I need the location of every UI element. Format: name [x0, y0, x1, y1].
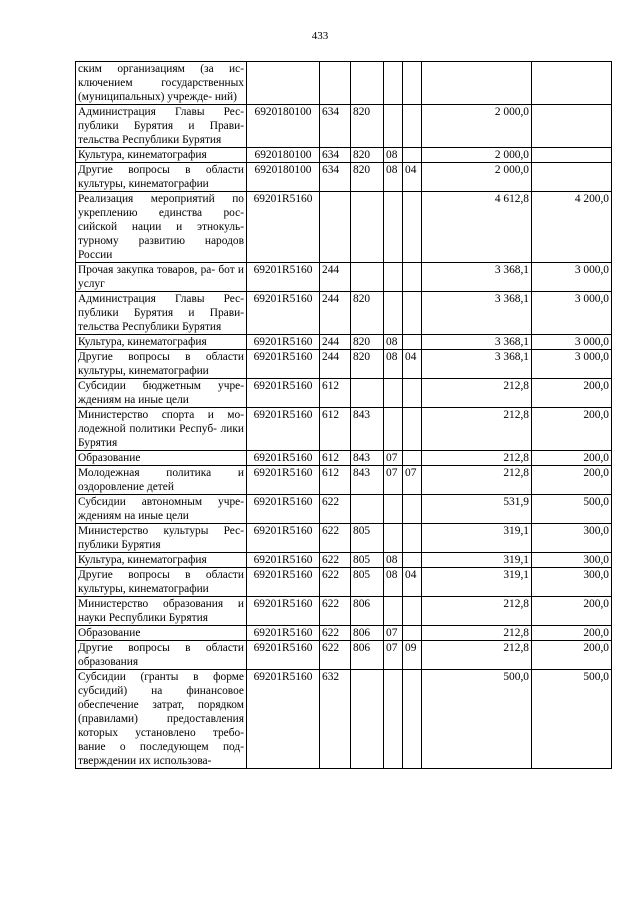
table-row [76, 670, 612, 769]
amount-2-cell: 300,0 [532, 568, 612, 597]
expense-type-cell: 244 [320, 350, 351, 379]
expense-type-cell: 634 [320, 148, 351, 163]
section-cell [384, 105, 403, 148]
target-article-cell: 6920180100 [247, 163, 320, 192]
target-article-cell: 69201R5160 [247, 670, 320, 769]
amount-1-cell: 212,8 [422, 466, 532, 495]
subsection-cell [403, 292, 422, 335]
table-row [76, 292, 612, 335]
section-cell: 08 [384, 568, 403, 597]
subsection-cell [403, 451, 422, 466]
administrator-code-cell: 820 [351, 148, 384, 163]
target-article-cell: 69201R5160 [247, 466, 320, 495]
amount-2-cell: 200,0 [532, 641, 612, 670]
section-cell [384, 263, 403, 292]
subsection-cell [403, 670, 422, 769]
subsection-cell [403, 408, 422, 451]
section-cell: 08 [384, 148, 403, 163]
expense-type-cell [320, 192, 351, 263]
row-name-cell: ским организациям (за ис- ключением государственных (муниципальных) учрежде- ний) [76, 62, 247, 105]
table-row [76, 641, 612, 670]
subsection-cell [403, 105, 422, 148]
section-cell [384, 62, 403, 105]
amount-2-cell: 3 000,0 [532, 263, 612, 292]
amount-1-cell: 319,1 [422, 524, 532, 553]
amount-2-cell: 4 200,0 [532, 192, 612, 263]
target-article-cell: 69201R5160 [247, 597, 320, 626]
amount-1-cell: 319,1 [422, 553, 532, 568]
page-number: 433 [311, 30, 329, 42]
amount-1-cell: 2 000,0 [422, 105, 532, 148]
target-article-cell: 69201R5160 [247, 335, 320, 350]
target-article-cell: 69201R5160 [247, 263, 320, 292]
expense-type-cell: 622 [320, 524, 351, 553]
amount-2-cell: 500,0 [532, 495, 612, 524]
section-cell [384, 292, 403, 335]
amount-1-cell: 531,9 [422, 495, 532, 524]
expense-type-cell: 622 [320, 568, 351, 597]
amount-1-cell: 212,8 [422, 451, 532, 466]
section-cell [384, 597, 403, 626]
target-article-cell: 69201R5160 [247, 495, 320, 524]
table-row [76, 408, 612, 451]
table-row [76, 553, 612, 568]
amount-1-cell: 2 000,0 [422, 148, 532, 163]
row-name-cell: Другие вопросы в области образования [76, 641, 247, 670]
amount-1-cell: 319,1 [422, 568, 532, 597]
subsection-cell: 04 [403, 568, 422, 597]
section-cell: 08 [384, 350, 403, 379]
administrator-code-cell [351, 263, 384, 292]
administrator-code-cell [351, 495, 384, 524]
subsection-cell [403, 379, 422, 408]
row-name-cell: Другие вопросы в области культуры, кинематографии [76, 163, 247, 192]
administrator-code-cell: 806 [351, 626, 384, 641]
subsection-cell [403, 263, 422, 292]
target-article-cell: 6920180100 [247, 105, 320, 148]
expense-type-cell: 622 [320, 626, 351, 641]
administrator-code-cell: 820 [351, 163, 384, 192]
expense-type-cell: 244 [320, 335, 351, 350]
amount-1-cell: 3 368,1 [422, 335, 532, 350]
administrator-code-cell: 806 [351, 641, 384, 670]
amount-2-cell: 200,0 [532, 597, 612, 626]
table-row [76, 379, 612, 408]
target-article-cell: 6920180100 [247, 148, 320, 163]
amount-1-cell: 212,8 [422, 379, 532, 408]
target-article-cell: 69201R5160 [247, 379, 320, 408]
subsection-cell [403, 553, 422, 568]
expense-type-cell: 622 [320, 641, 351, 670]
table-row [76, 263, 612, 292]
subsection-cell [403, 524, 422, 553]
administrator-code-cell: 843 [351, 466, 384, 495]
administrator-code-cell: 843 [351, 451, 384, 466]
table-row [76, 105, 612, 148]
row-name-cell: Субсидии бюджетным учре- ждениям на иные цели [76, 379, 247, 408]
section-cell: 08 [384, 553, 403, 568]
section-cell: 08 [384, 163, 403, 192]
amount-2-cell: 200,0 [532, 379, 612, 408]
table-row [76, 524, 612, 553]
expense-type-cell: 244 [320, 292, 351, 335]
administrator-code-cell: 805 [351, 568, 384, 597]
amount-1-cell: 3 368,1 [422, 292, 532, 335]
target-article-cell: 69201R5160 [247, 350, 320, 379]
row-name-cell: Образование [76, 451, 247, 466]
row-name-cell: Министерство спорта и мо- лодежной политики Респуб- лики Бурятия [76, 408, 247, 451]
subsection-cell [403, 597, 422, 626]
expense-type-cell: 244 [320, 263, 351, 292]
administrator-code-cell: 820 [351, 335, 384, 350]
expense-type-cell: 632 [320, 670, 351, 769]
subsection-cell [403, 335, 422, 350]
amount-1-cell [422, 62, 532, 105]
row-name-cell: Культура, кинематография [76, 148, 247, 163]
row-name-cell: Министерство культуры Рес- публики Бурятия [76, 524, 247, 553]
target-article-cell: 69201R5160 [247, 451, 320, 466]
row-name-cell: Прочая закупка товаров, ра- бот и услуг [76, 263, 247, 292]
section-cell: 08 [384, 335, 403, 350]
section-cell [384, 192, 403, 263]
subsection-cell [403, 626, 422, 641]
amount-1-cell: 3 368,1 [422, 350, 532, 379]
section-cell [384, 495, 403, 524]
expense-type-cell: 622 [320, 553, 351, 568]
row-name-cell: Молодежная политика и оздоровление детей [76, 466, 247, 495]
amount-2-cell: 200,0 [532, 626, 612, 641]
table-row [76, 597, 612, 626]
amount-2-cell [532, 148, 612, 163]
expense-type-cell [320, 62, 351, 105]
target-article-cell: 69201R5160 [247, 192, 320, 263]
amount-2-cell [532, 105, 612, 148]
administrator-code-cell: 805 [351, 524, 384, 553]
section-cell: 07 [384, 451, 403, 466]
expense-type-cell: 622 [320, 495, 351, 524]
section-cell [384, 379, 403, 408]
subsection-cell: 07 [403, 466, 422, 495]
table-row [76, 335, 612, 350]
table-row [76, 148, 612, 163]
amount-2-cell [532, 163, 612, 192]
subsection-cell [403, 495, 422, 524]
row-name-cell: Министерство образования и науки Республики Бурятия [76, 597, 247, 626]
target-article-cell [247, 62, 320, 105]
amount-1-cell: 4 612,8 [422, 192, 532, 263]
row-name-cell: Другие вопросы в области культуры, кинематографии [76, 350, 247, 379]
table-body [76, 62, 612, 769]
amount-2-cell [532, 62, 612, 105]
expense-type-cell: 634 [320, 163, 351, 192]
administrator-code-cell: 820 [351, 292, 384, 335]
table-row [76, 62, 612, 105]
administrator-code-cell [351, 670, 384, 769]
amount-2-cell: 500,0 [532, 670, 612, 769]
subsection-cell [403, 192, 422, 263]
target-article-cell: 69201R5160 [247, 553, 320, 568]
administrator-code-cell: 806 [351, 597, 384, 626]
row-name-cell: Субсидии автономным учре- ждениям на иные цели [76, 495, 247, 524]
amount-1-cell: 500,0 [422, 670, 532, 769]
expense-type-cell: 612 [320, 408, 351, 451]
row-name-cell: Культура, кинематография [76, 553, 247, 568]
target-article-cell: 69201R5160 [247, 292, 320, 335]
section-cell [384, 408, 403, 451]
amount-2-cell: 300,0 [532, 553, 612, 568]
table-row [76, 568, 612, 597]
row-name-cell: Образование [76, 626, 247, 641]
subsection-cell [403, 62, 422, 105]
administrator-code-cell [351, 62, 384, 105]
administrator-code-cell [351, 192, 384, 263]
amount-1-cell: 212,8 [422, 641, 532, 670]
amount-1-cell: 212,8 [422, 597, 532, 626]
target-article-cell: 69201R5160 [247, 408, 320, 451]
amount-2-cell: 3 000,0 [532, 350, 612, 379]
table-row [76, 350, 612, 379]
administrator-code-cell: 805 [351, 553, 384, 568]
subsection-cell [403, 148, 422, 163]
target-article-cell: 69201R5160 [247, 641, 320, 670]
row-name-cell: Субсидии (гранты в форме субсидий) на финансовое обеспечение затрат, порядком (правилами) предоставления которых установлено требо- вание о последующем под- тверждении их использова- [76, 670, 247, 769]
amount-1-cell: 3 368,1 [422, 263, 532, 292]
expense-type-cell: 612 [320, 379, 351, 408]
target-article-cell: 69201R5160 [247, 568, 320, 597]
amount-2-cell: 200,0 [532, 466, 612, 495]
section-cell [384, 524, 403, 553]
target-article-cell: 69201R5160 [247, 524, 320, 553]
amount-1-cell: 2 000,0 [422, 163, 532, 192]
subsection-cell: 04 [403, 163, 422, 192]
row-name-cell: Администрация Главы Рес- публики Бурятия и Прави- тельства Республики Бурятия [76, 105, 247, 148]
administrator-code-cell: 843 [351, 408, 384, 451]
amount-2-cell: 3 000,0 [532, 292, 612, 335]
table-row [76, 626, 612, 641]
amount-1-cell: 212,8 [422, 408, 532, 451]
expense-type-cell: 612 [320, 451, 351, 466]
table-row [76, 163, 612, 192]
row-name-cell: Администрация Главы Рес- публики Бурятия и Прави- тельства Республики Бурятия [76, 292, 247, 335]
administrator-code-cell [351, 379, 384, 408]
row-name-cell: Другие вопросы в области культуры, кинематографии [76, 568, 247, 597]
expense-type-cell: 622 [320, 597, 351, 626]
target-article-cell: 69201R5160 [247, 626, 320, 641]
amount-2-cell: 200,0 [532, 408, 612, 451]
row-name-cell: Культура, кинематография [76, 335, 247, 350]
section-cell [384, 670, 403, 769]
subsection-cell: 09 [403, 641, 422, 670]
section-cell: 07 [384, 626, 403, 641]
amount-1-cell: 212,8 [422, 626, 532, 641]
amount-2-cell: 3 000,0 [532, 335, 612, 350]
table-row [76, 466, 612, 495]
amount-2-cell: 200,0 [532, 451, 612, 466]
expense-type-cell: 634 [320, 105, 351, 148]
budget-table [75, 61, 612, 769]
administrator-code-cell: 820 [351, 105, 384, 148]
expense-type-cell: 612 [320, 466, 351, 495]
table-row [76, 495, 612, 524]
row-name-cell: Реализация мероприятий по укреплению единства рос- сийской нации и этнокуль- турному развитию народов России [76, 192, 247, 263]
section-cell: 07 [384, 466, 403, 495]
section-cell: 07 [384, 641, 403, 670]
administrator-code-cell: 820 [351, 350, 384, 379]
amount-2-cell: 300,0 [532, 524, 612, 553]
subsection-cell: 04 [403, 350, 422, 379]
table-row [76, 192, 612, 263]
table-row [76, 451, 612, 466]
